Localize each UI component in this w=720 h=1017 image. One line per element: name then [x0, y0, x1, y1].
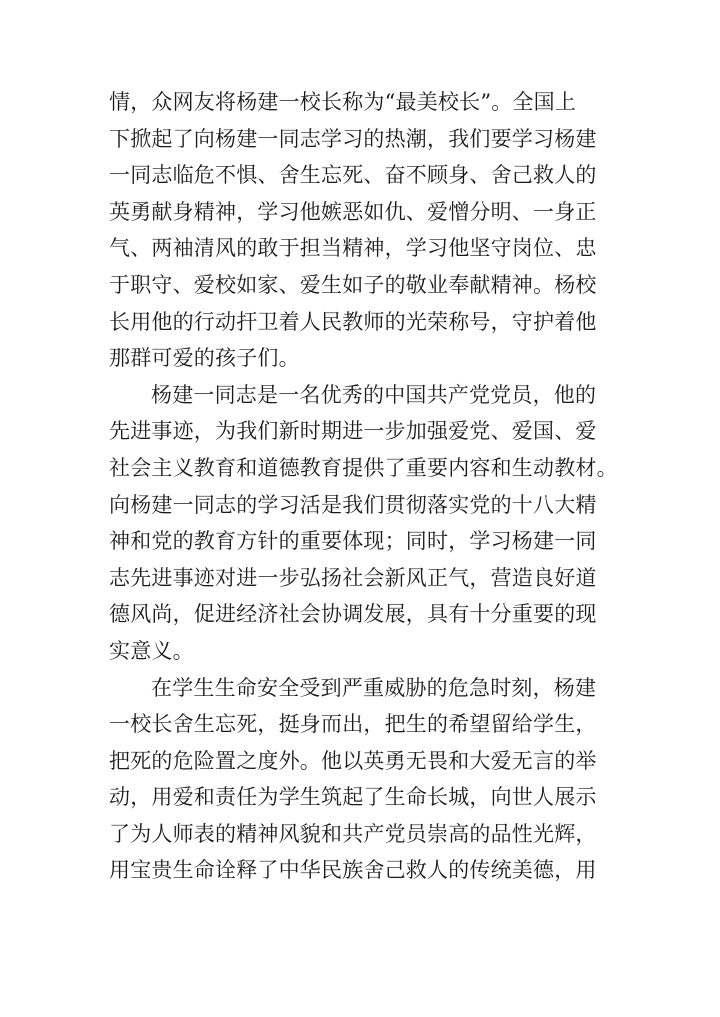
text-line: 志先进事迹对进一步弘扬社会新风正气，营造良好道	[109, 565, 597, 590]
text-line: 气、两袖清风的敢于担当精神，学习他坚守岗位、忠	[109, 236, 597, 261]
text-line: 那群可爱的孩子们。	[109, 346, 300, 371]
text-line: 于职守、爱校如家、爱生如子的敬业奉献精神。杨校	[109, 272, 597, 297]
text-line: 用宝贵生命诠释了中华民族舍己救人的传统美德，用	[109, 858, 597, 883]
text-line: 一同志临危不惧、舍生忘死、奋不顾身、舍己救人的	[109, 163, 597, 188]
text-line: 长用他的行动扞卫着人民教师的光荣称号，守护着他	[109, 309, 597, 334]
text-line: 神和党的教育方针的重要体现；同时，学习杨建一同	[109, 529, 597, 554]
text-line: 一校长舍生忘死，挺身而出，把生的希望留给学生，	[109, 712, 597, 737]
paragraph-first-line: 杨建一同志是一名优秀的中国共产党党员，他的	[151, 382, 597, 407]
text-line: 向杨建一同志的学习活是我们贯彻落实党的十八大精	[109, 492, 597, 517]
text-line: 德风尚，促进经济社会协调发展，具有十分重要的现	[109, 602, 597, 627]
text-line: 动，用爱和责任为学生筑起了生命长城，向世人展示	[109, 785, 597, 810]
text-line: 把死的危险置之度外。他以英勇无畏和大爱无言的举	[109, 748, 597, 773]
body-text	[109, 84, 619, 889]
paragraph-first-line: 在学生生命安全受到严重威胁的危急时刻，杨建	[151, 675, 597, 700]
text-line: 了为人师表的精神风貌和共产党员崇高的品性光辉，	[109, 821, 597, 846]
text-line: 英勇献身精神，学习他嫉恶如仇、爱憎分明、一身正	[109, 199, 597, 224]
text-line: 社会主义教育和道德教育提供了重要内容和生动教材。	[109, 455, 618, 480]
text-line: 情，众网友将杨建一校长称为“最美校长”。全国上	[109, 90, 577, 114]
text-line: 先进事迹，为我们新时期进一步加强爱党、爱国、爱	[109, 419, 597, 444]
text-line: 实意义。	[109, 638, 194, 663]
text-line: 下掀起了向杨建一同志学习的热潮，我们要学习杨建	[109, 126, 597, 151]
